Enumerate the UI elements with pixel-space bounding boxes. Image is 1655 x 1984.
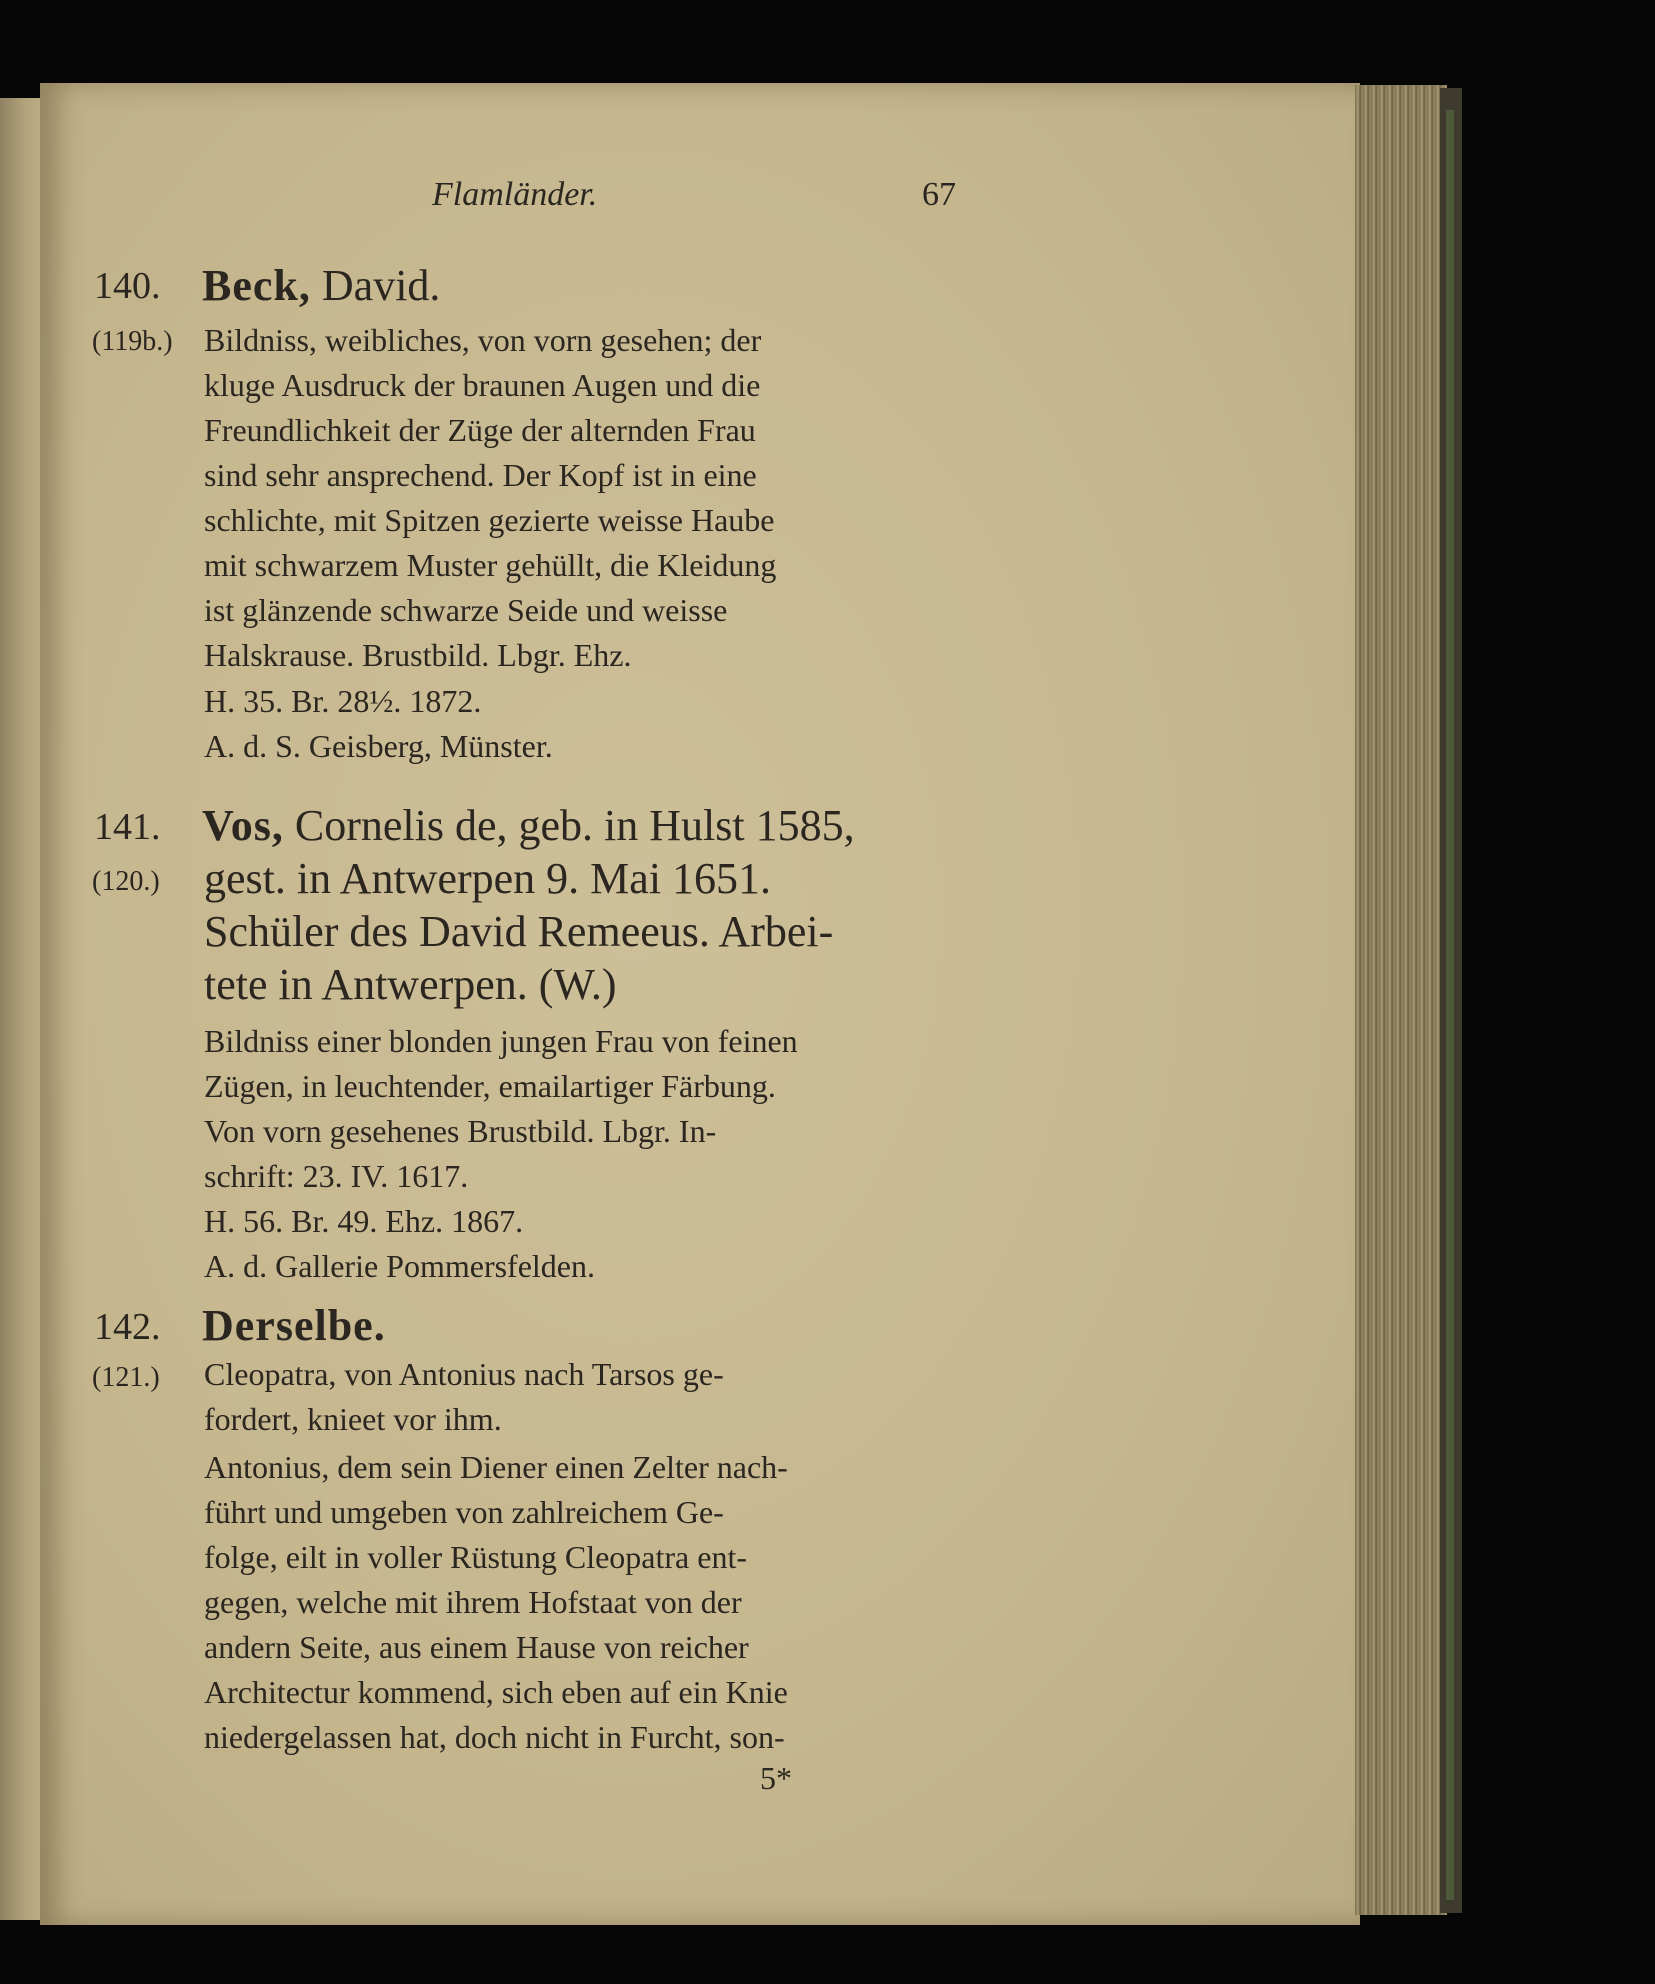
cover-spine [1446,110,1454,1900]
entry-line: folge, eilt in voller Rüstung Cleopatra ent- [204,1539,747,1575]
entry-line: kluge Ausdruck der braunen Augen und die [204,367,761,403]
entry-line: führt und umgeben von zahlreichem Ge- [204,1494,724,1530]
entry-line: Freundlichkeit der Züge der alternden Frau [204,412,756,448]
page-edges [1355,85,1447,1915]
artist-bio-line: tete in Antwerpen. (W.) [204,960,617,1009]
entry-line: mit schwarzem Muster gehüllt, die Kleidung [204,547,777,583]
entry-line: Cleopatra, von Antonius nach Tarsos ge- [204,1356,724,1392]
entry-number: 142. [94,1306,161,1348]
page-number: 67 [922,176,956,213]
catalog-ref: (120.) [92,866,160,897]
entry-number: 140. [94,265,161,307]
catalog-ref: (121.) [92,1362,160,1393]
artist-heading [202,260,440,311]
entry-line: Von vorn gesehenes Brustbild. Lbgr. In- [204,1113,717,1149]
running-header: Flamländer. [432,176,598,213]
artist-bio-line: gest. in Antwerpen 9. Mai 1651. [204,854,772,903]
artist-name: Beck, [202,261,311,310]
artist-bio-line: Schüler des David Remeeus. Arbei- [204,907,834,956]
catalog-ref: (119b.) [92,326,173,357]
entry-line: schrift: 23. IV. 1617. [204,1158,469,1194]
entry-line: Architectur kommend, sich eben auf ein Knie [204,1674,788,1710]
entry-line: Antonius, dem sein Diener einen Zelter nach- [204,1449,788,1485]
entry-line: fordert, knieet vor ihm. [204,1401,502,1437]
entry-line: H. 35. Br. 28½. 1872. [204,683,482,719]
artist-detail: David. [310,261,441,310]
artist-name: Derselbe. [202,1301,386,1350]
entry-line: A. d. Gallerie Pommersfelden. [204,1248,595,1284]
entry-line: niedergelassen hat, doch nicht in Furcht, son- [204,1719,785,1755]
artist-heading [202,800,855,851]
signature-mark: 5* [760,1760,792,1796]
entry-line: sind sehr ansprechend. Der Kopf ist in eine [204,457,757,493]
entry-number: 141. [94,806,161,848]
artist-detail: Cornelis de, geb. in Hulst 1585, [283,801,855,850]
entry-line: H. 56. Br. 49. Ehz. 1867. [204,1203,524,1239]
entry-line: schlichte, mit Spitzen gezierte weisse Haube [204,502,775,538]
entry-line: gegen, welche mit ihrem Hofstaat von der [204,1584,742,1620]
entry-line: Zügen, in leuchtender, emailartiger Färbung. [204,1068,776,1104]
entry-line: Bildniss einer blonden jungen Frau von feinen [204,1023,798,1059]
entry-line: ist glänzende schwarze Seide und weisse [204,592,728,628]
artist-name: Vos, [202,801,284,850]
entry-line: Bildniss, weibliches, von vorn gesehen; der [204,322,762,358]
entry-line: A. d. S. Geisberg, Münster. [204,728,553,764]
entry-line: andern Seite, aus einem Hause von reicher [204,1629,749,1665]
entry-line: Halskrause. Brustbild. Lbgr. Ehz. [204,637,632,673]
